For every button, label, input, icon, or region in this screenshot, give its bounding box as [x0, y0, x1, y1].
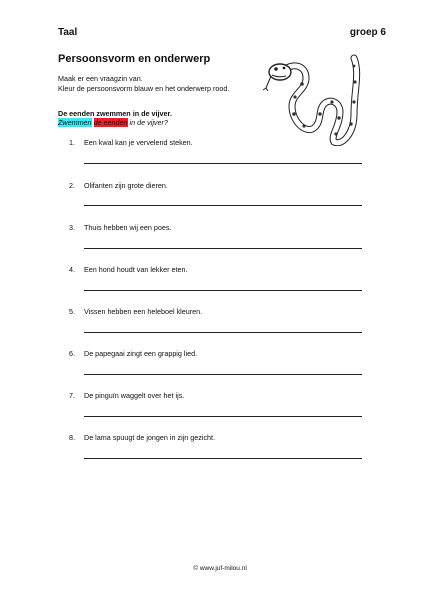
question-text: De pinguïn waggelt over het ijs.: [84, 391, 185, 400]
page-title: Persoonsvorm en onderwerp: [58, 53, 211, 65]
question-item: [69, 223, 172, 232]
question-item: [69, 433, 215, 442]
subject-label: Taal: [58, 27, 78, 38]
question-text: De lama spuugt de jongen in zijn gezicht.: [84, 433, 216, 442]
instruction-line: Kleur de persoonsvorm blauw en het onderwerp rood.: [58, 84, 230, 93]
highlight-persoonsvorm: Zwemmen: [58, 118, 92, 127]
instruction-line: Maak er een vraagzin van.: [58, 74, 143, 83]
question-number: 1.: [69, 138, 75, 147]
answer-line[interactable]: [84, 163, 362, 164]
example-answer-rest: in de vijver?: [129, 118, 168, 127]
footer-copyright: © www.juf-milou.nl: [193, 565, 247, 572]
question-item: [69, 138, 193, 147]
question-item: [69, 307, 202, 316]
question-number: 3.: [69, 223, 75, 232]
answer-line[interactable]: [84, 416, 362, 417]
group-label: groep 6: [349, 27, 386, 38]
example-answer: [58, 118, 168, 127]
answer-line[interactable]: [84, 374, 362, 375]
question-text: Thuis hebben wij een poes.: [84, 223, 172, 232]
question-text: Een hond houdt van lekker eten.: [84, 265, 188, 274]
question-number: 5.: [69, 307, 75, 316]
snake-icon: [262, 50, 362, 146]
question-number: 4.: [69, 265, 75, 274]
question-item: [69, 265, 188, 274]
answer-line[interactable]: [84, 458, 362, 459]
question-item: [69, 181, 168, 190]
instructions: [58, 74, 229, 94]
answer-line[interactable]: [84, 248, 362, 249]
question-text: Vissen hebben een heleboel kleuren.: [84, 307, 203, 316]
answer-line[interactable]: [84, 205, 362, 206]
question-text: Een kwal kan je vervelend steken.: [84, 138, 193, 147]
question-text: Olifanten zijn grote dieren.: [84, 181, 168, 190]
question-number: 8.: [69, 433, 75, 442]
question-number: 6.: [69, 349, 75, 358]
answer-line[interactable]: [84, 290, 362, 291]
highlight-onderwerp: de eenden: [93, 118, 128, 127]
question-text: De papegaai zingt een grappig lied.: [84, 349, 198, 358]
question-number: 2.: [69, 181, 75, 190]
question-item: [69, 391, 184, 400]
answer-line[interactable]: [84, 332, 362, 333]
question-item: [69, 349, 197, 358]
example-sentence: De eenden zwemmen in de vijver.: [58, 109, 172, 118]
question-number: 7.: [69, 391, 75, 400]
